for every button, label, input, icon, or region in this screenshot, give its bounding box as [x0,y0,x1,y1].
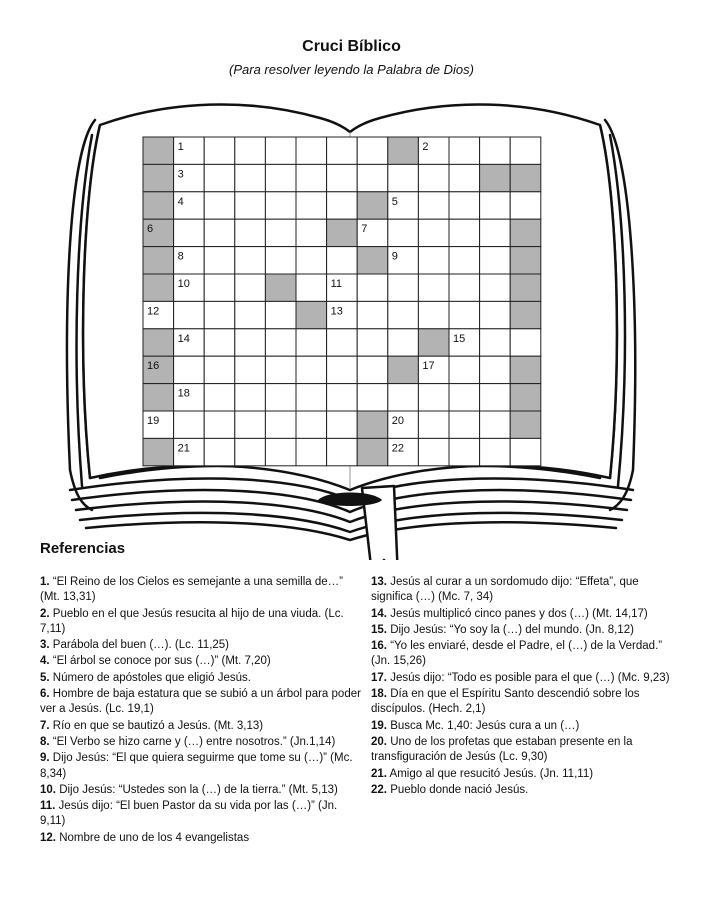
grid-cell [235,438,266,465]
grid-cell [449,438,480,465]
grid-number-label: 1 [177,141,184,153]
grid-cell [265,192,296,219]
grid-cell [480,301,511,328]
grid-cell [480,274,511,301]
grid-cell [174,411,205,438]
grid-number-label: 16 [147,360,160,373]
grid-cell-shaded [388,356,419,383]
clue-3: 3. Parábola del buen (…). (Lc. 11,25) [40,639,230,652]
grid-number-label: 22 [391,442,405,455]
clue-10: 10. Dijo Jesús: “Ustedes son la (…) de la tierra.” (Mt. 5,13) [40,783,338,796]
grid-cell [418,438,449,465]
grid-cell [174,219,205,246]
grid-cell-shaded [510,164,541,191]
grid-cell-shaded [143,137,174,164]
grid-number-label: 6 [147,223,154,236]
grid-cell [449,384,480,411]
grid-number-label: 2 [422,141,429,153]
grid-cell [296,411,327,438]
grid-cell [449,192,480,219]
clue-16: 16. “Yo les enviaré, desde el Padre, el (…) de la Verdad.” (Jn. 15,26) [371,640,663,668]
page-subtitle: (Para resolver leyendo la Palabra de Dios) [229,62,474,77]
grid-cell [235,384,266,411]
grid-number-label: 14 [177,332,190,345]
grid-cell [296,192,327,219]
grid-cell [388,274,419,301]
grid-number-label: 3 [177,168,184,181]
grid-cell [327,356,358,383]
clues-column-right [371,575,671,799]
grid-cell [235,411,266,438]
clue-19: 19. Busca Mc. 1,40: Jesús cura a un (…) [371,719,580,732]
grid-cell [204,356,235,383]
grid-cell [388,164,419,191]
grid-cell [480,219,511,246]
grid-cell [449,274,480,301]
clues-column-left [40,575,365,847]
grid-cell [296,247,327,274]
grid-cell [235,247,266,274]
grid-cell [418,219,449,246]
grid-cell-shaded [388,137,419,164]
grid-cell [480,384,511,411]
grid-cell [510,192,541,219]
grid-cell [449,219,480,246]
grid-cell [204,192,235,219]
grid-number-label: 15 [453,332,466,345]
grid-cell [357,301,388,328]
grid-cell [510,438,541,465]
grid-cell [296,356,327,383]
grid-cell [174,356,205,383]
grid-cell [418,274,449,301]
grid-cell [204,274,235,301]
grid-cell [418,301,449,328]
grid-number-label: 8 [177,250,184,263]
grid-cell [327,164,358,191]
grid-cell [235,164,266,191]
grid-cell [327,438,358,465]
grid-cell [357,356,388,383]
grid-number-label: 19 [147,415,160,427]
clue-4: 4. “El árbol se conoce por sus (…)” (Mt. 7,20) [40,655,271,668]
grid-cell-shaded [480,164,511,191]
grid-cell [296,438,327,465]
grid-cell-shaded [510,247,541,274]
grid-cell-shaded [143,164,174,191]
grid-cell-shaded [143,384,174,411]
grid-cell [449,411,480,438]
grid-cell [449,301,480,328]
grid-cell [265,301,296,328]
grid-cell-shaded [143,438,174,465]
grid-number-label: 10 [177,278,190,290]
grid-number-label: 4 [177,195,184,208]
clue-12: 12. Nombre de uno de los 4 evangelistas [40,831,250,844]
grid-cell [265,247,296,274]
grid-cell-shaded [510,411,541,438]
clue-9: 9. Dijo Jesús: “El que quiera seguirme que tome su (…)” (Mc. 8,34) [40,752,353,780]
grid-cell [265,329,296,356]
clue-2: 2. Pueblo en el que Jesús resucita al hijo de una viuda. (Lc. 7,11) [40,607,344,635]
grid-cell [388,219,419,246]
clue-18: 18. Día en que el Espíritu Santo descendió sobre los discípulos. (Hech. 2,1) [371,688,640,716]
clue-15: 15. Dijo Jesús: “Yo soy la (…) del mundo. (Jn. 8,12) [371,623,634,636]
grid-cell [265,356,296,383]
grid-cell [204,438,235,465]
grid-cell [204,137,235,164]
grid-number-label: 21 [177,442,190,455]
clue-1: 1. “El Reino de los Cielos es semejante a una semilla de…” (Mt. 13,31) [40,576,343,604]
grid-cell-shaded [510,384,541,411]
grid-cell [296,329,327,356]
grid-cell [480,247,511,274]
grid-cell [327,384,358,411]
grid-number-label: 17 [422,360,435,373]
grid-cell [480,192,511,219]
clue-11: 11. Jesús dijo: “El buen Pastor da su vida por las (…)” (Jn. 9,11) [40,800,338,828]
grid-cell [204,247,235,274]
grid-cell [174,301,205,328]
grid-cell [357,137,388,164]
clue-5: 5. Número de apóstoles que eligió Jesús. [40,671,251,684]
grid-number-label: 18 [177,387,190,400]
grid-cell [235,274,266,301]
grid-cell [296,164,327,191]
clue-8: 8. “El Verbo se hizo carne y (…) entre nosotros.” (Jn.1,14) [40,735,336,748]
crossword-grid [143,137,541,466]
page-title: Cruci Bíblico [302,38,401,55]
grid-cell [265,411,296,438]
grid-cell-shaded [357,411,388,438]
grid-number-label: 20 [391,415,405,427]
grid-cell [480,329,511,356]
grid-cell [388,329,419,356]
grid-cell-shaded [296,301,327,328]
grid-cell [235,137,266,164]
grid-cell-shaded [143,329,174,356]
grid-cell [418,247,449,274]
grid-cell [204,219,235,246]
grid-cell [449,164,480,191]
grid-cell-shaded [510,356,541,383]
references-heading: Referencias [40,540,126,557]
grid-cell [204,329,235,356]
grid-cell [357,329,388,356]
grid-cell [204,411,235,438]
grid-cell [418,384,449,411]
grid-cell [327,411,358,438]
grid-cell [235,192,266,219]
grid-cell [296,274,327,301]
grid-cell [418,192,449,219]
grid-cell [204,301,235,328]
grid-cell [296,219,327,246]
grid-cell [510,329,541,356]
grid-cell [265,384,296,411]
grid-number-label: 9 [391,250,398,263]
grid-cell-shaded [357,192,388,219]
grid-cell [449,247,480,274]
grid-cell [204,384,235,411]
grid-cell-shaded [357,438,388,465]
grid-number-label: 11 [330,278,343,290]
clue-14: 14. Jesús multiplicó cinco panes y dos (…) (Mt. 14,17) [371,607,648,620]
grid-cell-shaded [143,274,174,301]
grid-cell [418,411,449,438]
grid-number-label: 13 [330,305,343,318]
grid-number-label: 5 [391,195,398,208]
grid-cell [327,192,358,219]
grid-cell [235,356,266,383]
clue-7: 7. Río en que se bautizó a Jesús. (Mt. 3,13) [40,719,264,732]
clue-13: 13. Jesús al curar a un sordomudo dijo: “Effeta”, que significa (…) (Mc. 7, 34) [371,576,639,604]
grid-cell-shaded [510,219,541,246]
grid-cell [480,438,511,465]
grid-cell [388,301,419,328]
grid-cell [235,219,266,246]
grid-cell [265,438,296,465]
clue-17: 17. Jesús dijo: “Todo es posible para el que (…) (Mc. 9,23) [371,671,670,684]
grid-cell-shaded [143,192,174,219]
grid-cell [204,164,235,191]
clue-20: 20. Uno de los profetas que estaban presente en la transfiguración de Jesús (Lc. 9,30) [371,735,633,764]
grid-cell [388,384,419,411]
grid-cell [296,137,327,164]
grid-cell-shaded [510,274,541,301]
grid-cell [327,247,358,274]
grid-cell [480,137,511,164]
grid-cell-shaded [143,247,174,274]
grid-cell [449,137,480,164]
grid-cell-shaded [357,247,388,274]
clue-21: 21. Amigo al que resucitó Jesús. (Jn. 11,11) [371,767,594,780]
grid-cell [510,137,541,164]
grid-cell [235,329,266,356]
grid-cell [449,356,480,383]
grid-cell [296,384,327,411]
grid-cell [357,384,388,411]
clue-22: 22. Pueblo donde nació Jesús. [371,783,529,796]
grid-cell-shaded [265,274,296,301]
grid-cell-shaded [418,329,449,356]
grid-cell [480,411,511,438]
grid-cell [265,219,296,246]
grid-cell [357,274,388,301]
grid-number-label: 7 [361,223,368,236]
grid-cell [357,164,388,191]
grid-number-label: 12 [147,305,160,318]
grid-cell [327,137,358,164]
grid-cell [265,137,296,164]
grid-cell [327,329,358,356]
grid-cell [265,164,296,191]
clue-6: 6. Hombre de baja estatura que se subió a un árbol para poder ver a Jesús. (Lc. 19,1) [40,688,361,716]
grid-cell [235,301,266,328]
grid-cell [480,356,511,383]
grid-cell-shaded [510,301,541,328]
grid-cell [418,164,449,191]
grid-cell-shaded [327,219,358,246]
